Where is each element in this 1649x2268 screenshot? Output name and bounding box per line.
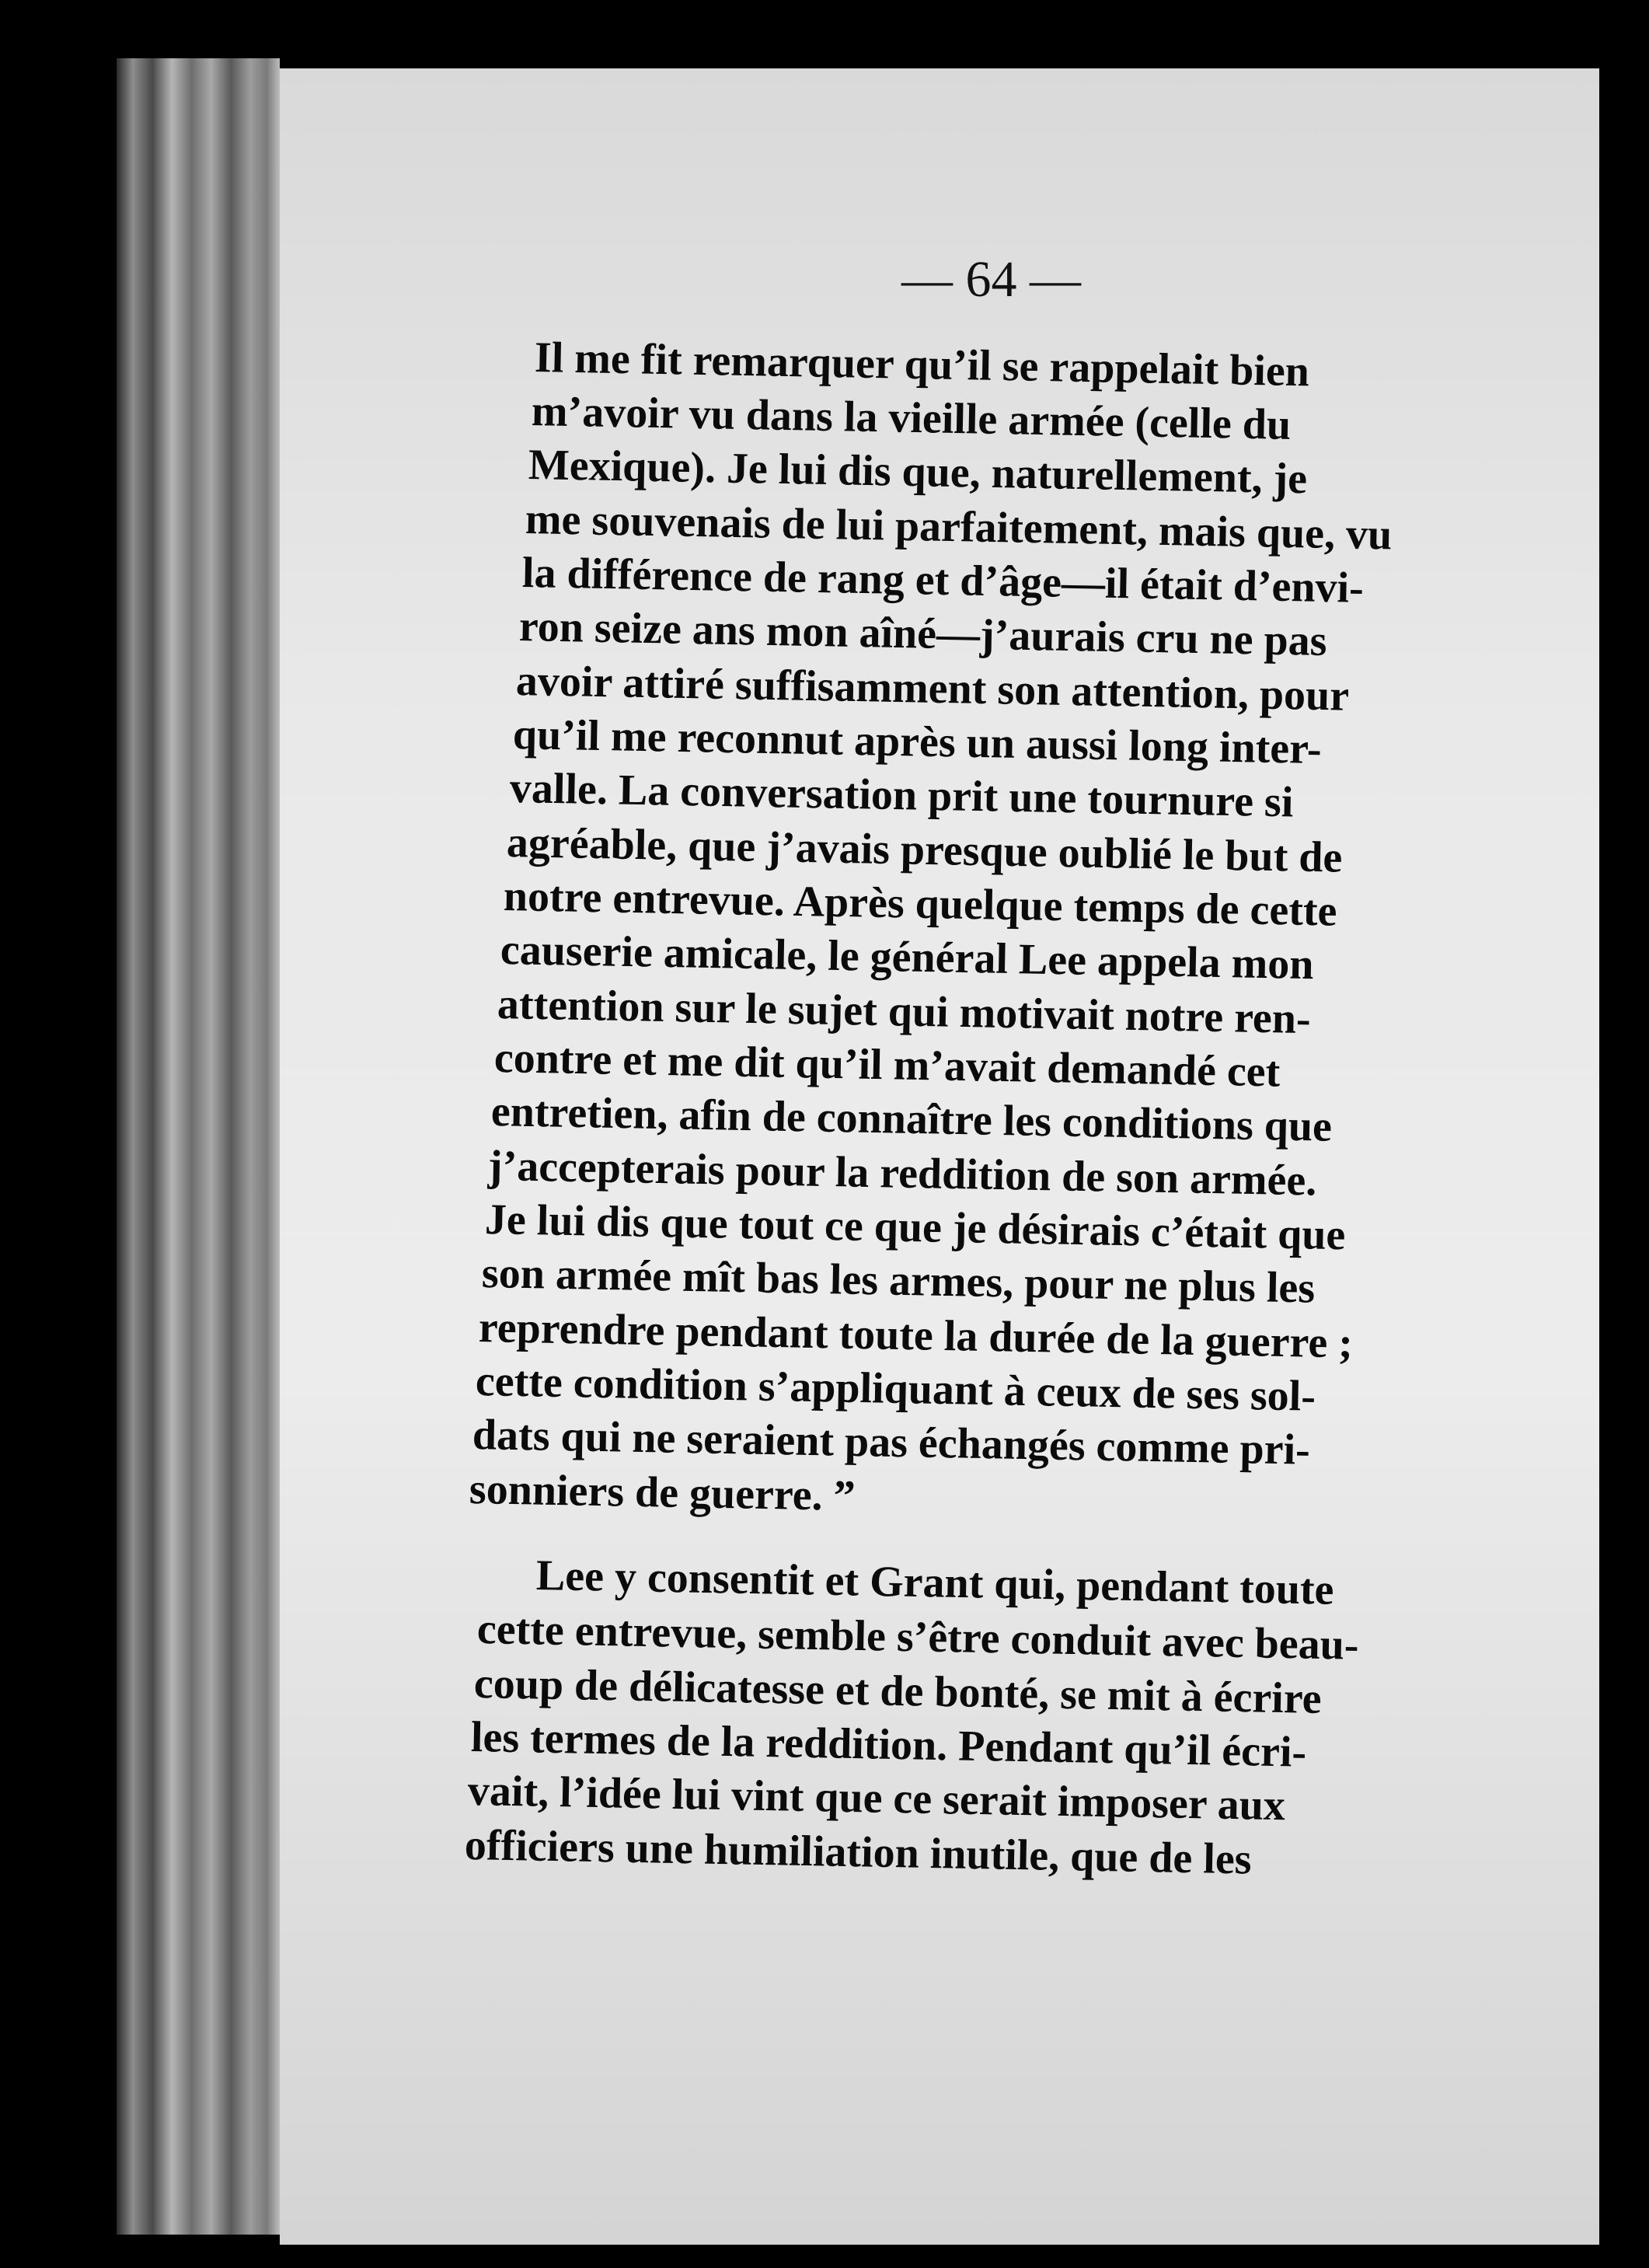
text-line: cette entrevue, semble s’être conduit avec beau- xyxy=(476,1605,1360,1670)
text-line: Mexique). Je lui dis que, naturellement, je xyxy=(528,441,1308,504)
text-line: sonniers de guerre. ” xyxy=(469,1465,856,1521)
book-spine xyxy=(117,58,280,2235)
text-line: vait, l’idée lui vint que ce serait imposer aux xyxy=(467,1767,1286,1830)
text-line: notre entrevue. Après quelque temps de cette xyxy=(503,872,1338,936)
text-line: entretien, afin de connaître les conditions que xyxy=(490,1087,1333,1151)
text-line: m’avoir vu dans la vieille armée (celle du xyxy=(531,387,1292,449)
text-line: me souvenais de lui parfaitement, mais que, vu xyxy=(525,495,1393,560)
text-line: ron seize ans mon aîné—j’aurais cru ne pas xyxy=(518,602,1328,666)
text-line: attention sur le sujet qui motivait notre ren- xyxy=(497,980,1312,1044)
text-line: avoir attiré suffisamment son attention, pour xyxy=(515,657,1350,721)
page-number: — 64 — xyxy=(901,251,1081,308)
text-line: causerie amicale, le général Lee appela mon xyxy=(500,926,1315,989)
text-line: dats qui ne seraient pas échangés comme pri- xyxy=(472,1411,1311,1474)
text-line: officiers une humiliation inutile, que de les xyxy=(464,1821,1253,1884)
text-line: contre et me dit qu’il m’avait demandé cet xyxy=(493,1034,1281,1097)
text-line: cette condition s’appliquant à ceux de ses sol- xyxy=(475,1357,1316,1421)
text-line: la différence de rang et d’âge—il était d’envi- xyxy=(521,549,1365,612)
text-line: Lee y consentit et Grant qui, pendant toute xyxy=(535,1551,1335,1614)
text-line: qu’il me reconnut après un aussi long inter- xyxy=(512,710,1323,774)
text-line: son armée mît bas les armes, pour ne plus les xyxy=(481,1249,1316,1313)
text-line: les termes de la reddition. Pendant qu’il écri- xyxy=(470,1713,1307,1777)
text-line: reprendre pendant toute la durée de la guerre ; xyxy=(478,1303,1354,1368)
text-line: Il me fit remarquer qu’il se rappelait bien xyxy=(534,333,1310,396)
text-line: j’accepterais pour la reddition de son armée. xyxy=(487,1142,1317,1206)
text-line: agréable, que j’avais presque oublié le but de xyxy=(506,818,1343,882)
text-line: valle. La conversation prit une tournure si xyxy=(509,764,1294,827)
text-line: Je lui dis que tout ce que je désirais c’était que xyxy=(484,1195,1346,1260)
text-line: coup de délicatesse et de bonté, se mit à écrire xyxy=(473,1659,1323,1723)
